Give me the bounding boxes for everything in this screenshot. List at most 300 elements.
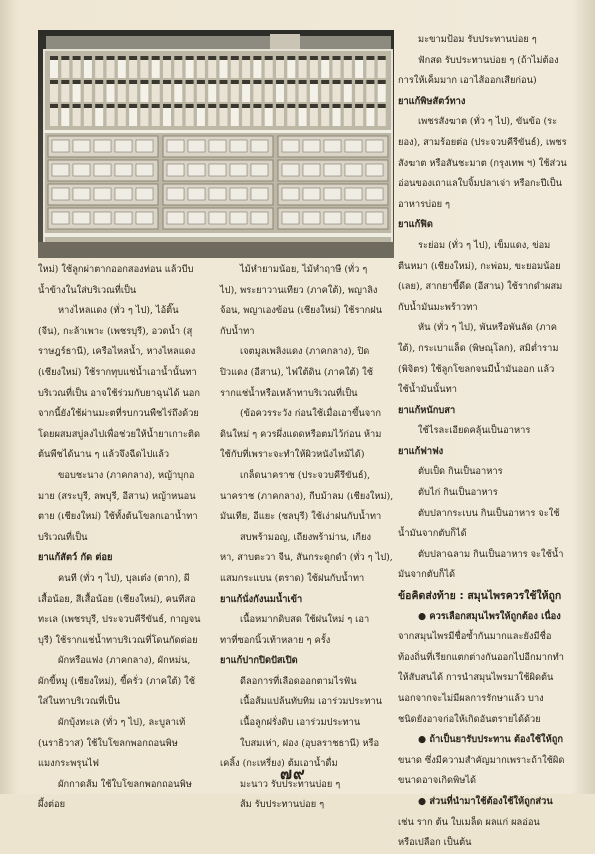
text-line: ปิวแดง (อีสาน), ไฟใต้ดิน (ภาคใต้) ใช้ (220, 366, 374, 378)
jar-icon (61, 84, 69, 102)
jar-lid-icon (163, 104, 171, 108)
jar-lid-icon (242, 104, 250, 108)
jar-icon (276, 108, 284, 126)
jar-icon (310, 84, 318, 102)
jar-icon (95, 60, 103, 78)
jar-lid-icon (152, 80, 160, 84)
jar-icon (378, 60, 386, 78)
drawer-label-icon (251, 212, 268, 224)
jar-lid-icon (276, 104, 284, 108)
jar-lid-icon (366, 80, 374, 84)
jar-lid-icon (163, 56, 171, 60)
drawer-label-icon (52, 188, 69, 200)
drawer-label-icon (282, 212, 299, 224)
drawer-label-icon (167, 188, 184, 200)
drawer-label-icon (167, 164, 184, 176)
text-line: ตาย (เชียงใหม่) ใช้ทั้งต้นโขลกเอาน้ำทา (38, 511, 198, 523)
jar-lid-icon (344, 104, 352, 108)
section-heading: ยาแก้ฟาฟง (398, 445, 444, 457)
drawer-label-icon (94, 212, 111, 224)
jar-icon (61, 108, 69, 126)
jar-icon (73, 108, 81, 126)
text-line: ● ควรเลือกสมุนไพรให้ถูกต้อง เนื่อง (418, 610, 561, 622)
section-heading: ยาแก้ฟิด (398, 219, 433, 231)
jar-lid-icon (220, 56, 228, 60)
jar-icon (231, 60, 239, 78)
jar-lid-icon (197, 80, 205, 84)
text-line: ทะเล (เพชรบุรี, ประจวบคีรีขันธ์, กาญจน (38, 614, 201, 626)
jar-lid-icon (61, 80, 69, 84)
jar-icon (152, 84, 160, 102)
jar-lid-icon (50, 80, 58, 84)
jar-icon (242, 108, 250, 126)
drawer-label-icon (94, 164, 111, 176)
text-line: ผักกาดส้ม ใช้ใบโขลกพอกถอนพิษ (58, 778, 192, 790)
text-line: ขอบชะนาง (ภาคกลาง), หญ้าบุกอ (58, 469, 195, 481)
text-line: ฟักสด รับประทานบ่อย ๆ (ถ้าไม่ต้อง (418, 54, 559, 66)
jar-icon (118, 60, 126, 78)
jar-icon (276, 84, 284, 102)
jar-icon (129, 60, 137, 78)
jar-icon (231, 108, 239, 126)
text-line: เพชรสังฆาต (ทั่ว ๆ ไป), ขันข้อ (ระ (418, 116, 558, 128)
jar-icon (152, 108, 160, 126)
jar-icon (186, 108, 194, 126)
drawer-label-icon (94, 188, 111, 200)
jar-lid-icon (310, 56, 318, 60)
drawer-label-icon (230, 212, 247, 224)
jar-icon (129, 108, 137, 126)
drawer-label-icon (188, 140, 205, 152)
drawer-label-icon (73, 164, 90, 176)
drawer-label-icon (282, 164, 299, 176)
jar-icon (140, 108, 148, 126)
jar-icon (208, 108, 216, 126)
drawer-label-icon (230, 164, 247, 176)
jar-icon (333, 84, 341, 102)
drawer-label-icon (209, 188, 226, 200)
jar-lid-icon (140, 80, 148, 84)
text-line: มันเทีย, อีแยะ (ชลบุรี) ใช้เง่าฝนกับน้ำทา (220, 511, 382, 523)
text-line: ระย่อม (ทั่ว ๆ ไป), เข็มแดง, ข่อม (418, 239, 551, 251)
drawer-label-icon (136, 164, 153, 176)
text-line: อาหารบ่อย ๆ (398, 198, 451, 210)
jar-lid-icon (95, 104, 103, 108)
jar-lid-icon (276, 80, 284, 84)
jar-icon (366, 84, 374, 102)
jar-lid-icon (253, 80, 261, 84)
jar-lid-icon (265, 56, 273, 60)
jar-lid-icon (129, 104, 137, 108)
text-line: นอกจากจะไม่มีผลการรักษาแล้ว บาง (398, 693, 544, 704)
jar-lid-icon (208, 104, 216, 108)
drawer-label-icon (345, 212, 362, 224)
drawer-label-icon (324, 188, 341, 200)
jar-icon (310, 60, 318, 78)
jar-lid-icon (253, 56, 261, 60)
drawer-label-icon (366, 140, 383, 152)
text-line: เสื้อน้อย, สีเสื้อน้อย (เชียงใหม่), คนทีสอ (38, 593, 196, 605)
jar-lid-icon (118, 80, 126, 84)
jar-icon (208, 60, 216, 78)
jar-icon (378, 108, 386, 126)
section-heading: ยาแก้พิษสัตว์ทาง (398, 95, 466, 107)
text-line: (เชียงใหม่) ใช้รากทุบแช่น้ำเอาน้ำนั้นทา (38, 366, 197, 378)
jar-icon (265, 60, 273, 78)
text-line: ตับปลาฉลาม กินเป็นอาหาร จะใช้น้ำ (418, 548, 564, 560)
text-line: ผักหรือแฟง (ภาคกลาง), ผักหม่น, (58, 655, 191, 667)
jar-icon (321, 84, 329, 102)
drawer-label-icon (303, 164, 320, 176)
section-heading: ยาแก้ปากปิดปัสเปิด (220, 655, 298, 667)
text-line: ตับเป็ด กินเป็นอาหาร (418, 466, 503, 478)
jar-icon (265, 84, 273, 102)
jar-icon (333, 108, 341, 126)
text-line: นาคราช (ภาคกลาง), กีบม้าลม (เชียงใหม่), (220, 490, 394, 502)
jar-icon (378, 84, 386, 102)
text-line: น้ำมันจากตับก็ได้ (398, 528, 467, 540)
text-line: ใช้ไรละเอียดคลุ้นเป็นอาหาร (418, 425, 531, 437)
jar-icon (366, 60, 374, 78)
jar-icon (355, 60, 363, 78)
drawer-label-icon (251, 140, 268, 152)
jar-icon (163, 84, 171, 102)
text-line: หางไหลแดง (ทั่ว ๆ ไป), ไอ้ติ๊น (58, 305, 179, 317)
text-line: (พิจิตร) ใช้ลูกโขลกจนมีน้ำมันออก แล้ว (398, 363, 555, 375)
jar-icon (321, 108, 329, 126)
jar-lid-icon (344, 56, 352, 60)
jar-icon (152, 60, 160, 78)
jar-lid-icon (231, 80, 239, 84)
drawer-label-icon (52, 212, 69, 224)
text-line: ใช้น้ำมันนั้นทา (398, 384, 457, 396)
text-line: ท้องถิ่นที่เรียกแตกต่างกันออกไปอีกมากทำ (398, 651, 564, 663)
jar-icon (366, 108, 374, 126)
jar-icon (50, 108, 58, 126)
drawer-label-icon (209, 164, 226, 176)
drawer-label-icon (188, 212, 205, 224)
jar-icon (231, 84, 239, 102)
text-line: เนื้อหมากดิบสด ใช้ฝนใหม่ ๆ เอา (240, 614, 370, 626)
drawer-label-icon (324, 212, 341, 224)
jar-icon (107, 84, 115, 102)
jar-lid-icon (378, 104, 386, 108)
jar-icon (186, 84, 194, 102)
text-line: หา, สาบตะวา จีน, สันกระดูกดำ (ทั่ว ๆ ไป), (220, 552, 393, 564)
jar-icon (287, 84, 295, 102)
text-line: ● ถ้าเป็นยารับประทาน ต้องใช้ให้ถูก (418, 734, 563, 746)
text-line: ตับปลากระเบน กินเป็นอาหาร จะใช้ (418, 507, 560, 519)
jar-icon (276, 60, 284, 78)
text-line: ต้นพืชได้นาน ๆ แล้วจึงฉีดไปแล้ว (38, 449, 170, 461)
jar-icon (163, 60, 171, 78)
jar-lid-icon (95, 56, 103, 60)
jar-lid-icon (186, 104, 194, 108)
text-line: ตับไก่ กินเป็นอาหาร (418, 487, 498, 499)
drawer-label-icon (52, 140, 69, 152)
jar-icon (208, 84, 216, 102)
jar-lid-icon (366, 104, 374, 108)
text-line: (เลย), สากยาขี้ดีด (อีสาน) ใช้รากดำผสม (398, 281, 563, 293)
jar-icon (174, 108, 182, 126)
jar-icon (50, 84, 58, 102)
text-line: ใส่ในทาบริเวณที่เป็น (38, 696, 120, 708)
drawer-label-icon (73, 212, 90, 224)
jar-lid-icon (208, 56, 216, 60)
drawer-label-icon (73, 140, 90, 152)
jar-lid-icon (287, 56, 295, 60)
drawer-label-icon (366, 188, 383, 200)
jar-icon (355, 84, 363, 102)
text-line: ใบสมเห่า, ฝอง (อุบลราชธานี) หรือ (240, 737, 380, 749)
jar-lid-icon (310, 80, 318, 84)
drawer-label-icon (209, 140, 226, 152)
jar-lid-icon (253, 104, 261, 108)
jar-icon (344, 84, 352, 102)
jar-icon (197, 108, 205, 126)
text-line: ส้ม รับประทานบ่อย ๆ (240, 799, 325, 811)
jar-lid-icon (242, 56, 250, 60)
jar-lid-icon (129, 56, 137, 60)
drawer-label-icon (115, 212, 132, 224)
jar-icon (50, 60, 58, 78)
jar-lid-icon (265, 80, 273, 84)
text-line: ขนาดอาจเกิดพิษได้ (398, 775, 477, 787)
text-line: มาย (สระบุรี, ลพบุรี, อีสาน) หญ้าหนอน (38, 490, 196, 502)
text-column-right (398, 30, 568, 854)
jar-icon (299, 84, 307, 102)
jar-lid-icon (220, 80, 228, 84)
drawer-label-icon (282, 140, 299, 152)
text-line: หัน (ทั่ว ๆ ไป), พันหรือพันลัด (ภาค (418, 322, 557, 334)
jar-lid-icon (321, 56, 329, 60)
jar-lid-icon (310, 104, 318, 108)
jar-lid-icon (366, 56, 374, 60)
text-line: ใช้กับที่เพราะจะทำให้ผิวหนังไหม้ได้) (220, 449, 365, 461)
text-line: ให้สับสนได้ การนำสมุนไพรมาใช้ผิดต้น (398, 672, 554, 684)
jar-lid-icon (107, 80, 115, 84)
drawer-label-icon (251, 188, 268, 200)
text-line: คนที (ทั่ว ๆ ไป), บุลเต๋ง (ตาก), ผี (58, 572, 190, 584)
jar-lid-icon (174, 56, 182, 60)
text-line: โดยผสมสบู่ลงไปเพื่อช่วยให้น้ำยาเกาะติด (38, 428, 200, 440)
jar-lid-icon (242, 80, 250, 84)
jar-lid-icon (107, 104, 115, 108)
jar-icon (287, 108, 295, 126)
jar-icon (174, 60, 182, 78)
jar-lid-icon (321, 104, 329, 108)
jar-lid-icon (163, 80, 171, 84)
drawer-label-icon (115, 140, 132, 152)
text-line: ขนาด ซึ่งมีความสำคัญมากเพราะถ้าใช้ผิด (398, 754, 565, 766)
jar-icon (344, 60, 352, 78)
jar-lid-icon (287, 104, 295, 108)
page-number: ๗๙ (280, 764, 306, 783)
text-line: เนื้อส้มแปล้นทับทิม เอาร่วมประทาน (240, 696, 383, 708)
jar-icon (220, 60, 228, 78)
jar-lid-icon (344, 80, 352, 84)
jar-lid-icon (333, 104, 341, 108)
drawer-label-icon (188, 164, 205, 176)
jar-lid-icon (118, 104, 126, 108)
jar-icon (299, 60, 307, 78)
drawer-label-icon (167, 212, 184, 224)
jar-lid-icon (140, 104, 148, 108)
text-line: แมงกระพรุนไฟ (38, 758, 100, 770)
jar-icon (174, 84, 182, 102)
jar-icon (355, 108, 363, 126)
jar-icon (107, 60, 115, 78)
jar-lid-icon (129, 80, 137, 84)
text-line: สบพร้ามอญ, เถียงพร้าม่าน, เกียง (240, 531, 372, 543)
jar-lid-icon (118, 56, 126, 60)
jar-icon (118, 84, 126, 102)
jar-lid-icon (197, 104, 205, 108)
jar-lid-icon (73, 80, 81, 84)
text-line: เกล็ดนาคราช (ประจวบคีรีขันธ์), (240, 469, 371, 481)
section-heading: ยาแก้สัตว์ กัด ต่อย (38, 552, 113, 564)
drawer-label-icon (303, 212, 320, 224)
text-line: บุรี) ใช้รากแช่น้ำทาบริเวณที่โดนกัดต่อย (38, 634, 198, 646)
drawer-label-icon (282, 188, 299, 200)
text-line: ยอง), สามร้อยต่อ (ประจวบคีรีขันธ์), เพชร (398, 136, 567, 148)
text-line: การให้เค็มมาก เอาไส้ออกเสียก่อน) (398, 75, 537, 87)
jar-lid-icon (197, 56, 205, 60)
jar-lid-icon (174, 104, 182, 108)
jar-lid-icon (378, 80, 386, 84)
jar-icon (95, 108, 103, 126)
drawer-label-icon (324, 140, 341, 152)
drawer-label-icon (230, 140, 247, 152)
jar-shelf-photo-icon (38, 30, 394, 258)
drawer-label-icon (366, 164, 383, 176)
drawer-label-icon (52, 164, 69, 176)
jar-icon (344, 108, 352, 126)
jar-lid-icon (61, 56, 69, 60)
drawer-label-icon (366, 212, 383, 224)
jar-icon (265, 108, 273, 126)
text-line: จากนี้ยังใช้ผ่านมะตที่รบกวนพืชไร่ถึงด้วย (38, 408, 199, 420)
text-line: บริเวณที่เป็น (38, 531, 88, 543)
text-line: (ข้อควรระวัง ก่อนใช้เมื่อเอาขึ้นจาก (240, 408, 381, 420)
text-line: อ่อนของเถาแลใบจิ้มปลาเจ่า หรือกะปีเป็น (398, 178, 563, 190)
jar-lid-icon (84, 80, 92, 84)
jar-lid-icon (378, 56, 386, 60)
jar-lid-icon (152, 104, 160, 108)
jar-icon (84, 60, 92, 78)
jar-lid-icon (321, 80, 329, 84)
jar-lid-icon (299, 56, 307, 60)
jar-icon (253, 60, 261, 78)
jar-icon (73, 84, 81, 102)
jar-icon (107, 108, 115, 126)
drawer-label-icon (115, 164, 132, 176)
jar-icon (140, 84, 148, 102)
jar-lid-icon (333, 56, 341, 60)
drawer-label-icon (136, 140, 153, 152)
jar-icon (186, 60, 194, 78)
text-line: ดีลอการที่เลือดออกตามไรฟัน (240, 675, 357, 687)
text-line: ไป), พระยาวานเทียว (ภาคใต้), พญาลิง (220, 284, 378, 296)
jar-lid-icon (107, 56, 115, 60)
jar-icon (197, 84, 205, 102)
jar-lid-icon (140, 56, 148, 60)
drawer-label-icon (345, 140, 362, 152)
jar-icon (129, 84, 137, 102)
drawer-label-icon (230, 188, 247, 200)
text-line: เช่น ราก ต้น ใบเมล็ด ผลแก่ ผลอ่อน (398, 816, 540, 828)
text-line: มันจากตับก็ได้ (398, 569, 456, 581)
jar-lid-icon (208, 80, 216, 84)
text-line: กับน้ำมันมะพร้าวทา (398, 301, 478, 313)
jar-lid-icon (50, 56, 58, 60)
jar-icon (163, 108, 171, 126)
jar-lid-icon (174, 80, 182, 84)
text-line: ไม้หำยามน้อย, ไม้หำฤาษี (ทั่ว ๆ (240, 264, 368, 275)
jar-lid-icon (220, 104, 228, 108)
text-line: ใหม่) ใช้ลูกผ่าตากออกสองท่อน แล้วบีบ (38, 264, 194, 275)
text-line: แสมกระแบน (ตราด) ใช้ฝนกับน้ำทา (220, 572, 365, 584)
jar-icon (95, 84, 103, 102)
jar-lid-icon (299, 80, 307, 84)
text-line: ผักบุ้งทะเล (ทั่ว ๆ ไป), ละบูลาเท้ (58, 717, 186, 729)
jar-icon (242, 84, 250, 102)
jar-lid-icon (84, 104, 92, 108)
jar-lid-icon (231, 56, 239, 60)
jar-icon (299, 108, 307, 126)
jar-icon (84, 84, 92, 102)
text-line: บริเวณที่เป็น อาจใช้ร่วมกับยาฉุนได้ นอก (38, 387, 201, 399)
text-line: หรือเปลือก เป็นต้น (398, 837, 472, 849)
text-line: มะนาว รับประทานบ่อย ๆ (240, 778, 341, 790)
jar-icon (333, 60, 341, 78)
text-line: เนื้อลูกฝรั่งดิบ เอาร่วมประทาน (240, 717, 361, 729)
jar-lid-icon (299, 104, 307, 108)
drawer-label-icon (209, 212, 226, 224)
jar-icon (197, 60, 205, 78)
text-line: ทาที่ซอกนิ้วเท้าหลาย ๆ ครั้ง (220, 634, 331, 646)
drawer-label-icon (303, 140, 320, 152)
text-line: ● ส่วนที่นำมาใช้ต้องใช้ให้ถูกส่วน (418, 795, 553, 807)
text-line: ผักขี้หมู (เชียงใหม่), ขี้ครั่ว (ภาคใต้) ใช้ (38, 675, 196, 687)
jar-lid-icon (333, 80, 341, 84)
jar-icon (253, 108, 261, 126)
jar-icon (321, 60, 329, 78)
jar-lid-icon (186, 80, 194, 84)
drawer-label-icon (136, 212, 153, 224)
jar-icon (253, 84, 261, 102)
jar-icon (61, 60, 69, 78)
text-line: จากสมุนไพรมีชื่อซ้ำกันมากและยังมีชื่อ (398, 631, 552, 643)
text-line: ตีนหมา (เชียงใหม่), กะพ่อม, ขะยอมน้อย (398, 260, 561, 272)
text-line: สังฆาต หรือสันชะมาต (กรุงเทพ ฯ) ใช้ส่วน (398, 157, 567, 169)
jar-lid-icon (265, 104, 273, 108)
text-line: น้ำข้างในใส่บริเวณที่เป็น (38, 284, 137, 296)
herb-shelf-photo (38, 30, 394, 258)
drawer-label-icon (251, 164, 268, 176)
text-line: (นราธิวาส) ใช้ใบโขลกพอกถอนพิษ (38, 737, 178, 749)
jar-icon (220, 84, 228, 102)
jar-lid-icon (50, 104, 58, 108)
text-column-left (38, 260, 210, 816)
drawer-label-icon (94, 140, 111, 152)
jar-lid-icon (355, 56, 363, 60)
section-heading: ยาแก้นั่งกังนมน้ำเข้า (220, 593, 303, 605)
jar-lid-icon (287, 80, 295, 84)
text-line: ดินใหม่ ๆ ควรผึ่งแดดหรือตมไว้ก่อน ห้าม (220, 428, 382, 440)
jar-icon (242, 60, 250, 78)
jar-lid-icon (152, 56, 160, 60)
